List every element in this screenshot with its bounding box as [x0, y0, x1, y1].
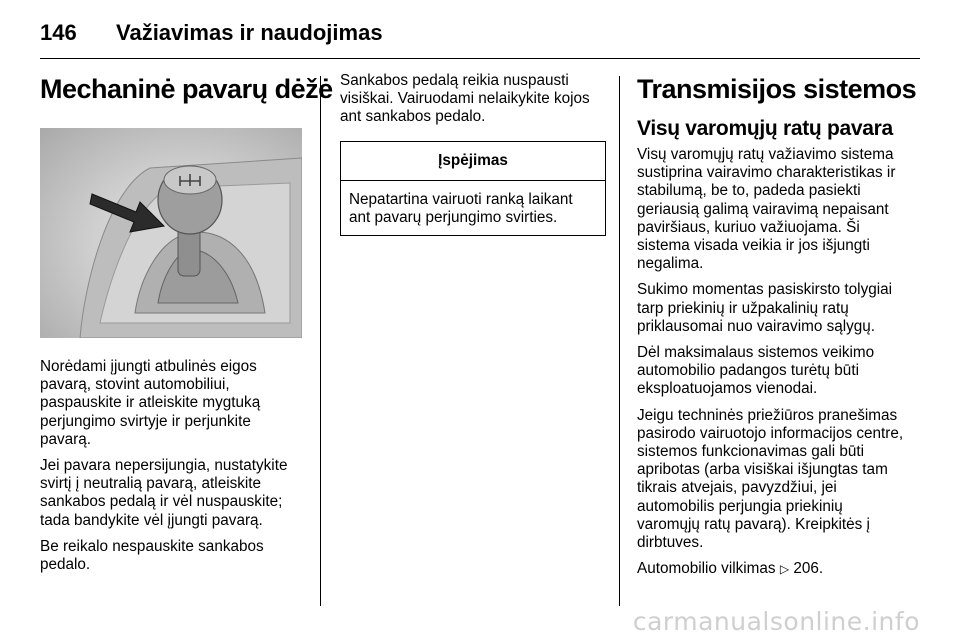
- gear-shift-illustration: [40, 128, 302, 338]
- paragraph-towing-reference: [637, 560, 907, 578]
- page-number: 146: [40, 20, 77, 45]
- section-heading-manual-transmission: Mechaninė pavarų dėžė: [40, 74, 333, 104]
- warning-title: Įspėjimas: [341, 142, 605, 181]
- column-divider-1: [320, 76, 321, 606]
- watermark: carmanualsonline.info: [632, 607, 920, 636]
- paragraph-tyres: Dėl maksimalaus sistemos veikimo automobilio padangos turėtų būti eksploatuojamos vienodai.: [637, 344, 875, 398]
- warning-box: [340, 141, 606, 237]
- paragraph-reverse-gear: Norėdami įjungti atbulinės eigos pavarą, stovint automobiliui, paspauskite ir atleiskite mygtuką perjungimo svirtyje ir perjunkite pavarą.: [40, 358, 261, 448]
- paragraph-service-message: Jeigu techninės priežiūros pranešimas pasirodo vairuotojo informacijos centre, sistemos funkcionavimas gali būti apribotas (arba visiškai išjungtas tam tikrais atvejais, pavyzdžiui, jei automobilis perjungia priekinių varomųjų ratų pavarą). Kreipkitės į dirbtuves.: [637, 406, 904, 552]
- section-heading-drive-systems: Transmisijos sistemos: [637, 74, 917, 104]
- arrow-right-triangle-icon: ▷: [779, 562, 790, 577]
- paragraph-clutch-advice: Be reikalo nespauskite sankabos pedalo.: [40, 537, 264, 574]
- header-divider: [40, 58, 920, 59]
- towing-reference-text: Automobilio vilkimas: [637, 560, 776, 578]
- column-clutch: [340, 72, 606, 236]
- paragraph-clutch-pedal: Sankabos pedalą reikia nuspausti visiškai. Vairuodami nelaikykite kojos ant sankabos pedalo.: [340, 72, 590, 126]
- page-header: [40, 16, 383, 50]
- gear-shift-drawing: [40, 128, 302, 338]
- warning-text: Nepatartina vairuoti ranką laikant ant pavarų perjungimo svirties.: [349, 190, 573, 227]
- column-drive-systems: [637, 72, 917, 586]
- column-manual-transmission: [40, 72, 333, 582]
- paragraph-awd-intro: Visų varomųjų ratų važiavimo sistema sustiprina vairavimo charakteristikas ir stabilumą, be to, padeda pasiekti geriausią galimą vairavimą nepaisant paviršiaus, kuriuo važiuojama. Ši sistema visada veikia ir jos išjungti negalima.: [637, 146, 896, 273]
- paragraph-gear-not-engaging: Jei pavara nepersijungia, nustatykite svirtį į neutralią pavarą, atleiskite sankabos pedalą ir vėl nuspauskite; tada bandykite vėl įjungti pavarą.: [40, 457, 288, 529]
- paragraph-torque: Sukimo momentas pasiskirsto tolygiai tarp priekinių ir užpakalinių ratų priklausomai nuo vairavimo sąlygų.: [637, 281, 893, 335]
- towing-reference-page[interactable]: 206.: [793, 560, 824, 578]
- subheading-all-wheel-drive: Visų varomųjų ratų pavara: [637, 117, 893, 140]
- column-divider-2: [619, 76, 620, 606]
- chapter-title: Važiavimas ir naudojimas: [116, 20, 383, 45]
